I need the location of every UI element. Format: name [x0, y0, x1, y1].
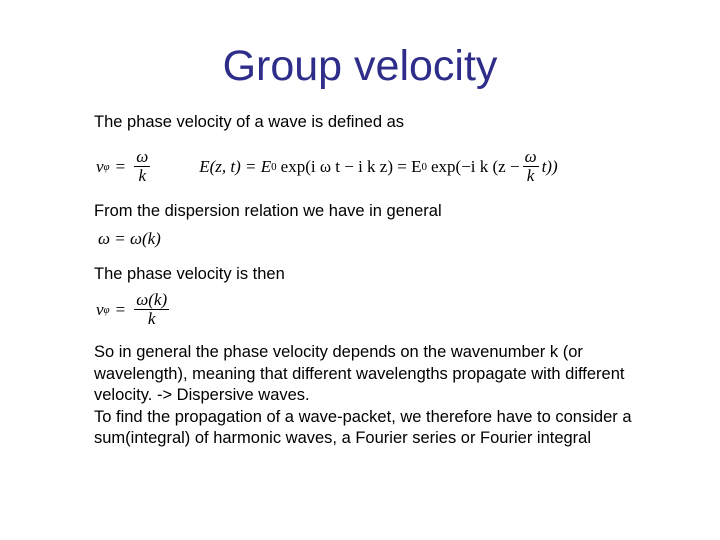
equation-phase-velocity	[96, 148, 558, 185]
explanation-paragraph	[94, 342, 694, 450]
eq1-lhs-sub: φ	[103, 160, 110, 173]
eq1-field-sub: 0	[271, 160, 277, 173]
eq3-denominator: k	[147, 309, 156, 328]
paragraph-line: wavelength), meaning that different wavelengths propagate with different	[94, 364, 625, 383]
equation-phase-velocity-k	[96, 291, 172, 328]
eq3-fraction	[134, 291, 169, 328]
eq1-exp1-sub: 0	[421, 160, 427, 173]
eq1-exp2-end: t))	[541, 156, 558, 176]
eq1-lhs: v	[96, 156, 104, 176]
eq1-inner-fraction	[523, 148, 539, 185]
text-line-phase-velocity-then: The phase velocity is then	[94, 265, 285, 283]
eq1-inner-numerator: ω	[524, 147, 537, 166]
paragraph-line: sum(integral) of harmonic waves, a Fourier series or Fourier integral	[94, 429, 592, 447]
eq1-exp1: exp(i ω t − i k z) = E	[280, 156, 422, 176]
text-line-dispersion-relation: From the dispersion relation we have in general	[94, 202, 442, 220]
eq3-numerator: ω(k)	[136, 290, 168, 309]
text-line-phase-velocity-def: The phase velocity of a wave is defined as	[94, 113, 405, 131]
eq1-inner-denominator: k	[526, 166, 535, 185]
equation-dispersion: ω = ω(k)	[98, 229, 161, 248]
eq3-lhs-sub: φ	[103, 303, 110, 316]
eq1-fraction	[134, 148, 150, 185]
eq1-equals: =	[115, 156, 126, 176]
slide-title: Group velocity	[222, 42, 498, 90]
paragraph-line: velocity. -> Dispersive waves.	[94, 386, 310, 404]
paragraph-line: So in general the phase velocity depends on the wavenumber k (or	[94, 343, 583, 361]
eq3-equals: =	[115, 299, 126, 319]
eq1-exp2: exp(−i k (z −	[431, 156, 520, 176]
eq3-lhs: v	[96, 299, 104, 319]
eq1-numerator: ω	[136, 147, 149, 166]
paragraph-line: To find the propagation of a wave-packet, we therefore have to consider a	[94, 407, 632, 426]
eq1-denominator: k	[138, 166, 147, 185]
eq1-field: E(z, t) = E	[199, 156, 272, 176]
